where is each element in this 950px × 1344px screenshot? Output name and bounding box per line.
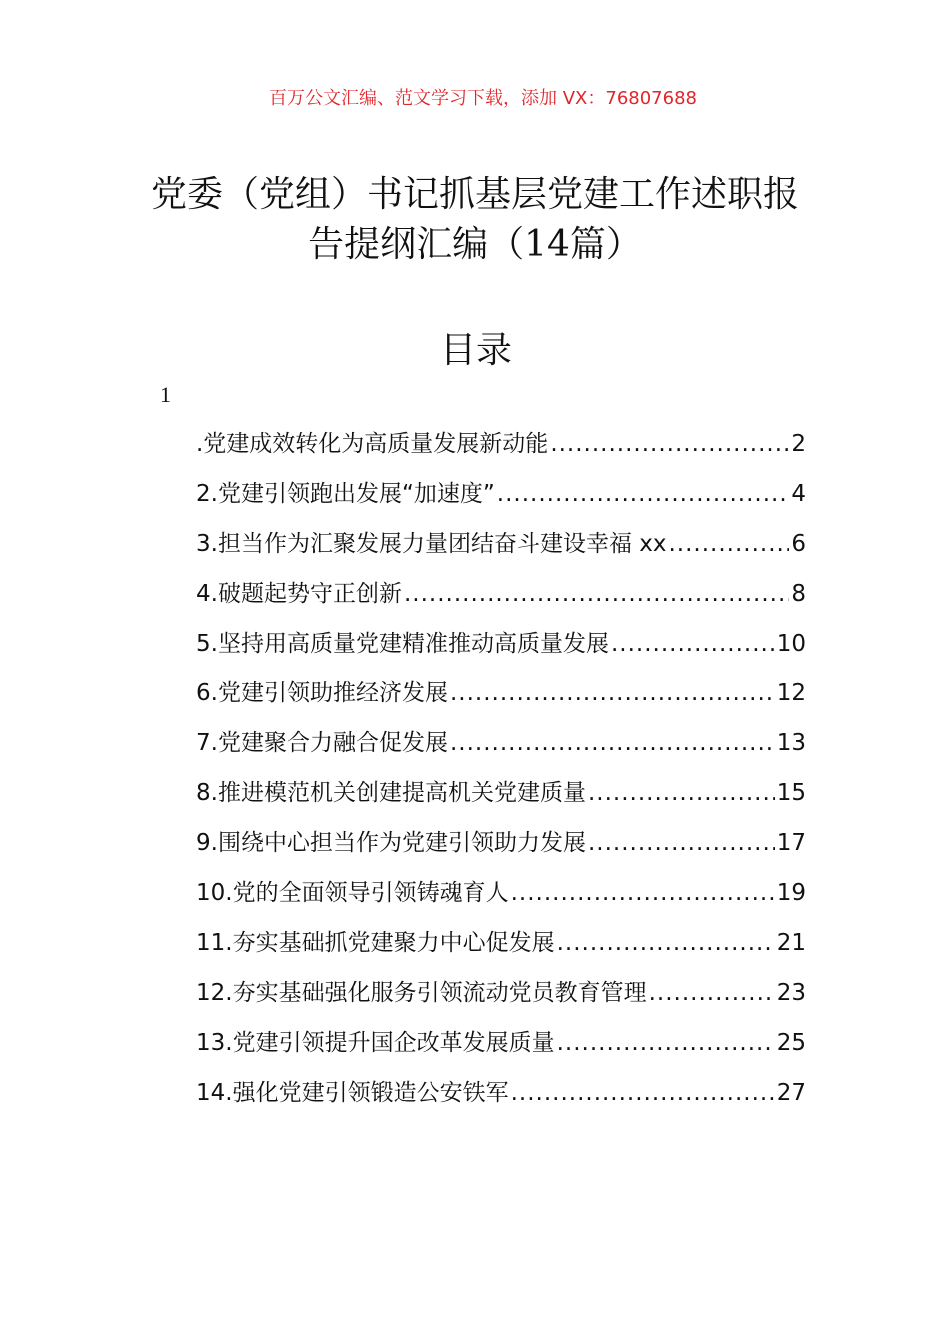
toc-dot-leader (450, 730, 775, 756)
toc-entry[interactable] (196, 774, 806, 824)
toc-dot-leader (497, 481, 790, 507)
toc-entry-page: 17 (776, 830, 806, 857)
toc-entry-page: 15 (776, 780, 806, 807)
title-line-2 (0, 220, 950, 270)
toc-entry-label: 11.夯实基础抓党建聚力中心促发展 (196, 929, 555, 956)
toc-dot-leader (588, 830, 775, 856)
toc-dot-leader (557, 1030, 775, 1056)
toc-entry[interactable] (196, 874, 806, 924)
toc-dot-leader (557, 930, 775, 956)
toc-entry[interactable] (196, 674, 806, 724)
toc-entry-page: 10 (776, 630, 806, 657)
toc-entry-label: 4.破题起势守正创新 (196, 580, 402, 607)
toc-entry[interactable] (196, 525, 806, 575)
toc-dot-leader (404, 581, 789, 607)
toc-entry-page: 12 (776, 680, 806, 707)
title-line-2-suffix: 篇） (569, 224, 642, 265)
toc-entry-page: 8 (791, 580, 806, 607)
toc-entry-label: 12.夯实基础强化服务引领流动党员教育管理 (196, 979, 647, 1006)
toc-entry-page: 2 (791, 431, 806, 457)
toc-entry[interactable] (196, 475, 806, 525)
toc-entry-label: 8.推进模范机关创建提高机关党建质量 (196, 780, 586, 807)
toc-entry[interactable] (196, 1024, 806, 1074)
title-count: 14 (524, 224, 570, 265)
toc-heading: 目录 (439, 330, 512, 371)
toc-entry-label: .党建成效转化为高质量发展新动能 (196, 431, 549, 457)
toc-entry-label: 13.党建引领提升国企改革发展质量 (196, 1029, 555, 1056)
toc-entry-page: 13 (776, 730, 806, 757)
toc-entry[interactable] (196, 924, 806, 974)
toc-dot-leader (511, 880, 775, 906)
toc-entry-page: 23 (776, 979, 806, 1006)
toc-entry-label: 2.党建引领跑出发展“加速度” (196, 480, 495, 507)
toc-entry[interactable] (196, 1074, 806, 1124)
toc-entry[interactable] (196, 425, 806, 475)
toc-entry-label: 5.坚持用高质量党建精准推动高质量发展 (196, 630, 609, 657)
toc-dot-leader (588, 780, 775, 806)
toc-entry-label: 9.围绕中心担当作为党建引领助力发展 (196, 830, 586, 857)
toc-entry-page: 27 (776, 1079, 806, 1106)
toc-entry[interactable] (196, 625, 806, 675)
watermark-header: 百万公文汇编、范文学习下载，添加 VX：76807688 (269, 88, 697, 109)
toc-entry[interactable] (196, 575, 806, 625)
toc-entry-page: 25 (776, 1029, 806, 1056)
toc-entry[interactable] (196, 824, 806, 874)
toc-dot-leader (511, 1080, 775, 1106)
document-title (0, 170, 950, 270)
toc-entry[interactable] (196, 724, 806, 774)
table-of-contents (196, 425, 806, 1123)
title-line-1: 党委（党组）书记抓基层党建工作述职报 (150, 174, 799, 215)
toc-entry-label: 6.党建引领助推经济发展 (196, 680, 448, 707)
toc-dot-leader (550, 431, 789, 457)
toc-entry[interactable] (196, 974, 806, 1024)
toc-dot-leader (450, 680, 775, 706)
toc-dot-leader (668, 531, 789, 557)
toc-entry-label: 3.担当作为汇聚发展力量团结奋斗建设幸福 xx (196, 530, 667, 557)
toc-dot-leader (611, 631, 775, 657)
toc-entry-page: 19 (776, 880, 806, 907)
toc-entry-label: 10.党的全面领导引领铸魂育人 (196, 880, 509, 907)
toc-entry-page: 4 (791, 480, 806, 507)
toc-entry-page: 21 (776, 929, 806, 956)
toc-entry-page: 6 (791, 530, 806, 557)
toc-stray-page-number: 1 (160, 382, 171, 407)
toc-dot-leader (649, 980, 775, 1006)
title-line-2-prefix: 告提纲汇编（ (308, 224, 525, 265)
toc-entry-label: 14.强化党建引领锻造公安铁军 (196, 1079, 509, 1106)
toc-entry-label: 7.党建聚合力融合促发展 (196, 730, 448, 757)
